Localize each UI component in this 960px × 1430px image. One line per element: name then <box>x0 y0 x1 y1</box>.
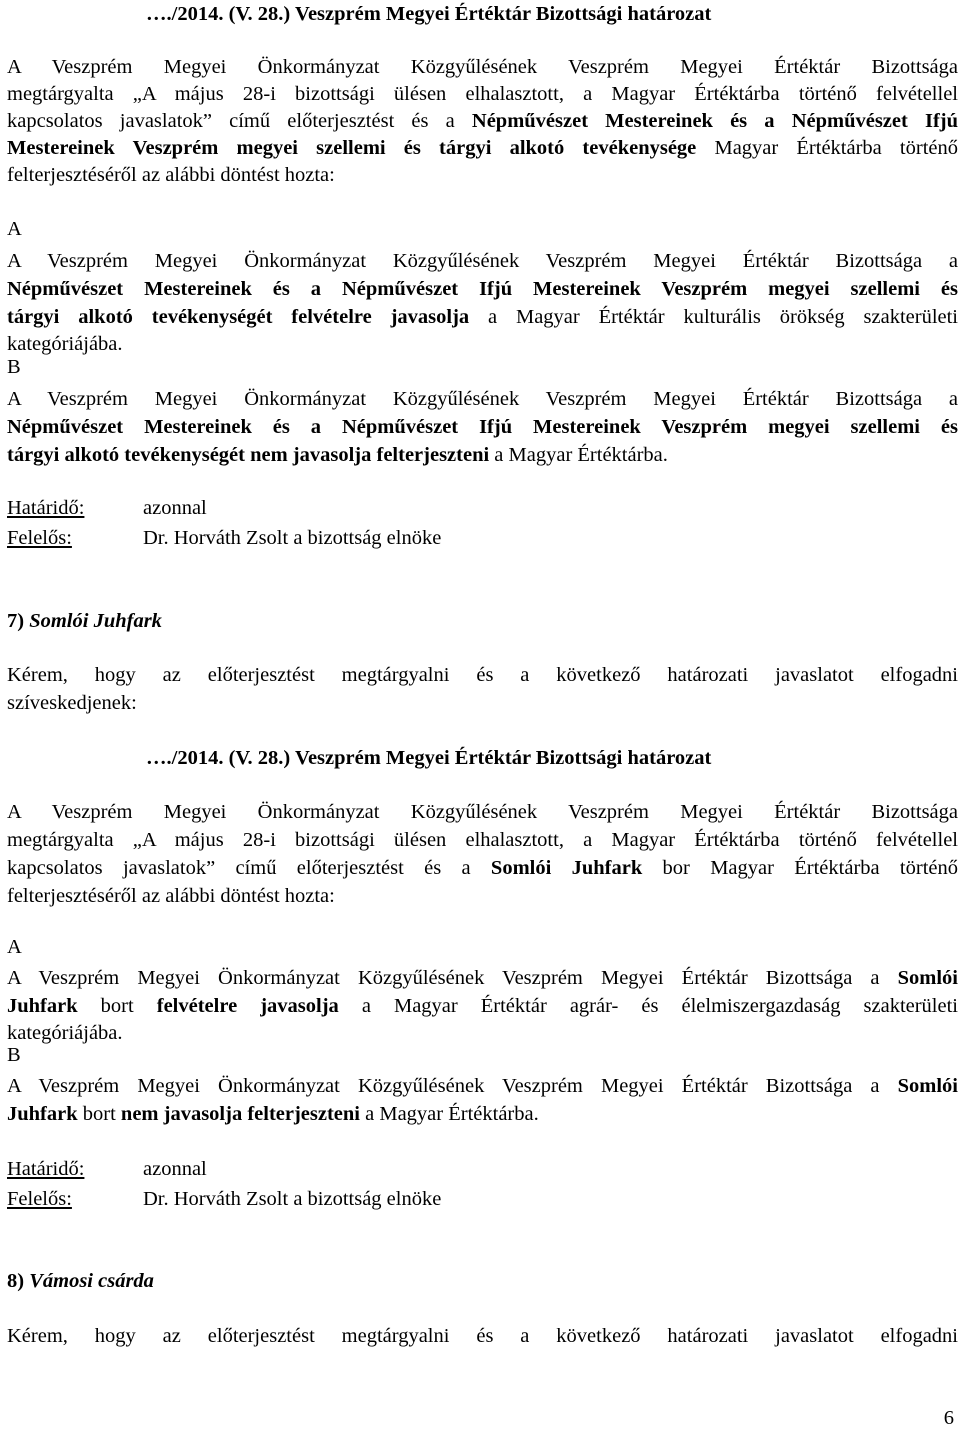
decision-1-deadline-value: azonnal <box>143 497 207 519</box>
decision-1-option-b-line-3: tárgyi alkotó tevékenységét nem javasolja felterjeszteni a Magyar Értéktárba. <box>7 444 668 466</box>
page-number: 6 <box>943 1407 954 1429</box>
decision-2-deadline-label: Határidő: <box>7 1158 85 1180</box>
decision-1-option-a-line-1: A Veszprém Megyei Önkormányzat Közgyűlésének Veszprém Megyei Értéktár Bizottsága a <box>7 250 958 272</box>
decision-1-option-a-line-4: kategóriájába. <box>7 333 123 355</box>
decision-1-option-a-line-3: tárgyi alkotó tevékenységét felvételre javasolja a Magyar Értéktár kulturális örökség szakterületi <box>7 306 958 328</box>
decision-1-option-b-line-1: A Veszprém Megyei Önkormányzat Közgyűlésének Veszprém Megyei Értéktár Bizottsága a <box>7 388 958 410</box>
decision-2-option-a-line-3: kategóriájába. <box>7 1022 123 1044</box>
section-7-request-line-1: Kérem, hogy az előterjesztést megtárgyalni és a következő határozati javaslatot elfogadni <box>7 664 958 686</box>
section-7-heading: 7) Somlói Juhfark <box>7 610 162 632</box>
decision-2-option-b-label: B <box>7 1044 21 1066</box>
decision-2-title: …./2014. (V. 28.) Veszprém Megyei Értéktár Bizottsági határozat <box>146 747 712 769</box>
section-8-request-line-1: Kérem, hogy az előterjesztést megtárgyalni és a következő határozati javaslatot elfogadni <box>7 1325 958 1347</box>
decision-2-responsible-label: Felelős: <box>7 1188 72 1210</box>
decision-2-option-a-label: A <box>7 936 22 958</box>
decision-2-deadline-value: azonnal <box>143 1158 207 1180</box>
decision-1-responsible-label: Felelős: <box>7 527 72 549</box>
decision-2-intro-line-1: A Veszprém Megyei Önkormányzat Közgyűlésének Veszprém Megyei Értéktár Bizottsága <box>7 801 958 823</box>
decision-2-intro-line-2: megtárgyalta „A május 28-i bizottsági ülésen elhalasztott, a Magyar Értéktárba történő felvétellel <box>7 829 958 851</box>
section-7-request-line-2: szíveskedjenek: <box>7 692 137 714</box>
decision-1-option-a-label: A <box>7 218 22 240</box>
decision-2-option-b-line-2: Juhfark bort nem javasolja felterjeszteni a Magyar Értéktárba. <box>7 1103 539 1125</box>
decision-2-intro-line-3: kapcsolatos javaslatok” című előterjesztést és a Somlói Juhfark bor Magyar Értéktárba történő <box>7 857 958 879</box>
decision-1-option-a-line-2: Népművészet Mestereinek és a Népművészet Ifjú Mestereinek Veszprém megyei szellemi és <box>7 278 958 300</box>
section-8-heading: 8) Vámosi csárda <box>7 1270 154 1292</box>
decision-1-responsible-value: Dr. Horváth Zsolt a bizottság elnöke <box>143 527 442 549</box>
decision-2-responsible-value: Dr. Horváth Zsolt a bizottság elnöke <box>143 1188 442 1210</box>
decision-1-deadline-label: Határidő: <box>7 497 85 519</box>
decision-1-intro-line-2: megtárgyalta „A május 28-i bizottsági ülésen elhalasztott, a Magyar Értéktárba történő felvétellel <box>7 83 958 105</box>
decision-2-option-b-line-1: A Veszprém Megyei Önkormányzat Közgyűlésének Veszprém Megyei Értéktár Bizottsága a Somlói <box>7 1075 958 1097</box>
decision-1-intro-line-1: A Veszprém Megyei Önkormányzat Közgyűlésének Veszprém Megyei Értéktár Bizottsága <box>7 56 958 78</box>
decision-1-option-b-line-2: Népművészet Mestereinek és a Népművészet Ifjú Mestereinek Veszprém megyei szellemi és <box>7 416 958 438</box>
decision-1-title: …./2014. (V. 28.) Veszprém Megyei Értéktár Bizottsági határozat <box>146 3 712 25</box>
decision-1-option-b-label: B <box>7 356 21 378</box>
decision-2-option-a-line-1: A Veszprém Megyei Önkormányzat Közgyűlésének Veszprém Megyei Értéktár Bizottsága a Somlói <box>7 967 958 989</box>
decision-1-intro-line-3: kapcsolatos javaslatok” című előterjesztést és a Népművészet Mestereinek és a Népművészet Ifjú <box>7 110 959 132</box>
decision-2-intro-line-4: felterjesztéséről az alábbi döntést hozta: <box>7 885 335 907</box>
decision-1-intro-line-5: felterjesztéséről az alábbi döntést hozta: <box>7 164 335 186</box>
decision-2-option-a-line-2: Juhfark bort felvételre javasolja a Magyar Értéktár agrár- és élelmiszergazdaság szakterületi <box>7 995 958 1017</box>
decision-1-intro-line-4: Mestereinek Veszprém megyei szellemi és tárgyi alkotó tevékenysége Magyar Értéktárba történő <box>7 137 959 159</box>
